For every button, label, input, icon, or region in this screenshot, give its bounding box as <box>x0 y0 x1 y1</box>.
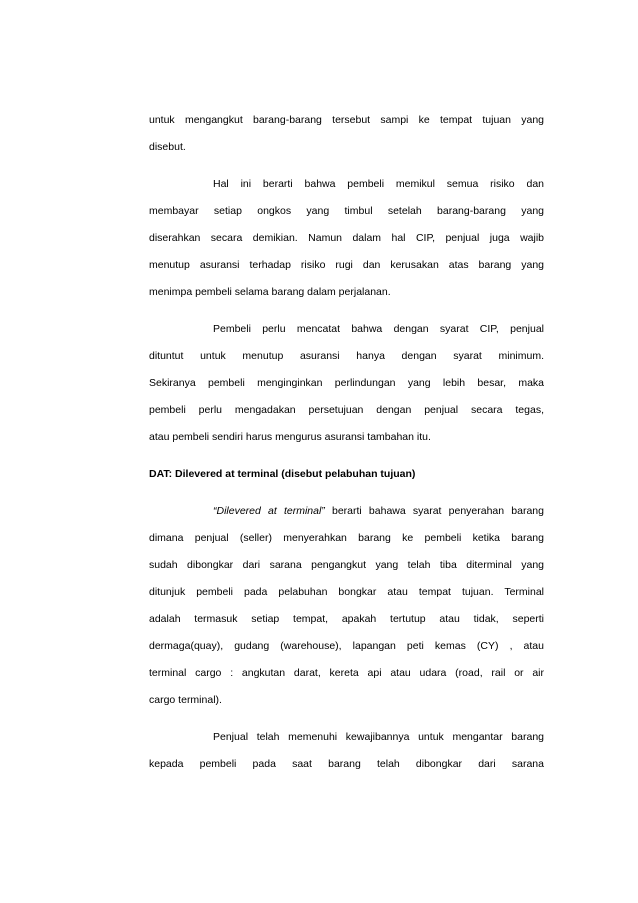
text-line: untuk mengangkut barang-barang tersebut sampi ke tempat tujuan yang <box>149 114 544 126</box>
text-line: Pembeli perlu mencatat bahwa dengan syarat CIP, penjual <box>213 323 544 335</box>
text-line: Hal ini berarti bahwa pembeli memikul semua risiko dan <box>213 178 544 190</box>
paragraph-2 <box>149 171 544 306</box>
text-line: membayar setiap ongkos yang timbul setelah barang-barang yang <box>149 205 544 217</box>
text-line: dermaga(quay), gudang (warehouse), lapangan peti kemas (CY) , atau <box>149 640 544 652</box>
text-line: terminal cargo : angkutan darat, kereta api atau udara (road, rail or air <box>149 667 544 679</box>
text-line: kepada pembeli pada saat barang telah dibongkar dari sarana <box>149 758 544 770</box>
paragraph-5 <box>149 724 544 778</box>
document-body <box>149 107 544 778</box>
text-line: cargo terminal). <box>149 694 222 706</box>
text-line: menutup asuransi terhadap risiko rugi dan kerusakan atas barang yang <box>149 259 544 271</box>
text-line: dimana penjual (seller) menyerahkan barang ke pembeli ketika barang <box>149 532 544 544</box>
text-line: sudah dibongkar dari sarana pengangkut yang telah tiba diterminal yang <box>149 559 544 571</box>
text-line: menimpa pembeli selama barang dalam perjalanan. <box>149 286 391 298</box>
text-line: diserahkan secara demikian. Namun dalam hal CIP, penjual juga wajib <box>149 232 544 244</box>
text-line: atau pembeli sendiri harus mengurus asuransi tambahan itu. <box>149 431 431 443</box>
text-line: ditunjuk pembeli pada pelabuhan bongkar atau tempat tujuan. Terminal <box>149 586 544 598</box>
text-line: disebut. <box>149 141 186 153</box>
term-italic: “Dilevered at terminal” <box>213 505 325 517</box>
text-line: pembeli perlu mengadakan persetujuan dengan penjual secara tegas, <box>149 404 544 416</box>
text-line: adalah termasuk setiap tempat, apakah tertutup atau tidak, seperti <box>149 613 544 625</box>
text-line <box>149 498 544 525</box>
paragraph-1 <box>149 107 544 161</box>
text-fragment: berarti bahawa syarat penyerahan barang <box>324 505 544 517</box>
text-line: Sekiranya pembeli menginginkan perlindungan yang lebih besar, maka <box>149 377 544 389</box>
text-line: Penjual telah memenuhi kewajibannya untuk mengantar barang <box>213 731 544 743</box>
paragraph-3 <box>149 316 544 451</box>
paragraph-4 <box>149 498 544 714</box>
section-heading: DAT: Dilevered at terminal (disebut pelabuhan tujuan) <box>149 468 416 480</box>
text-line: dituntut untuk menutup asuransi hanya dengan syarat minimum. <box>149 350 544 362</box>
